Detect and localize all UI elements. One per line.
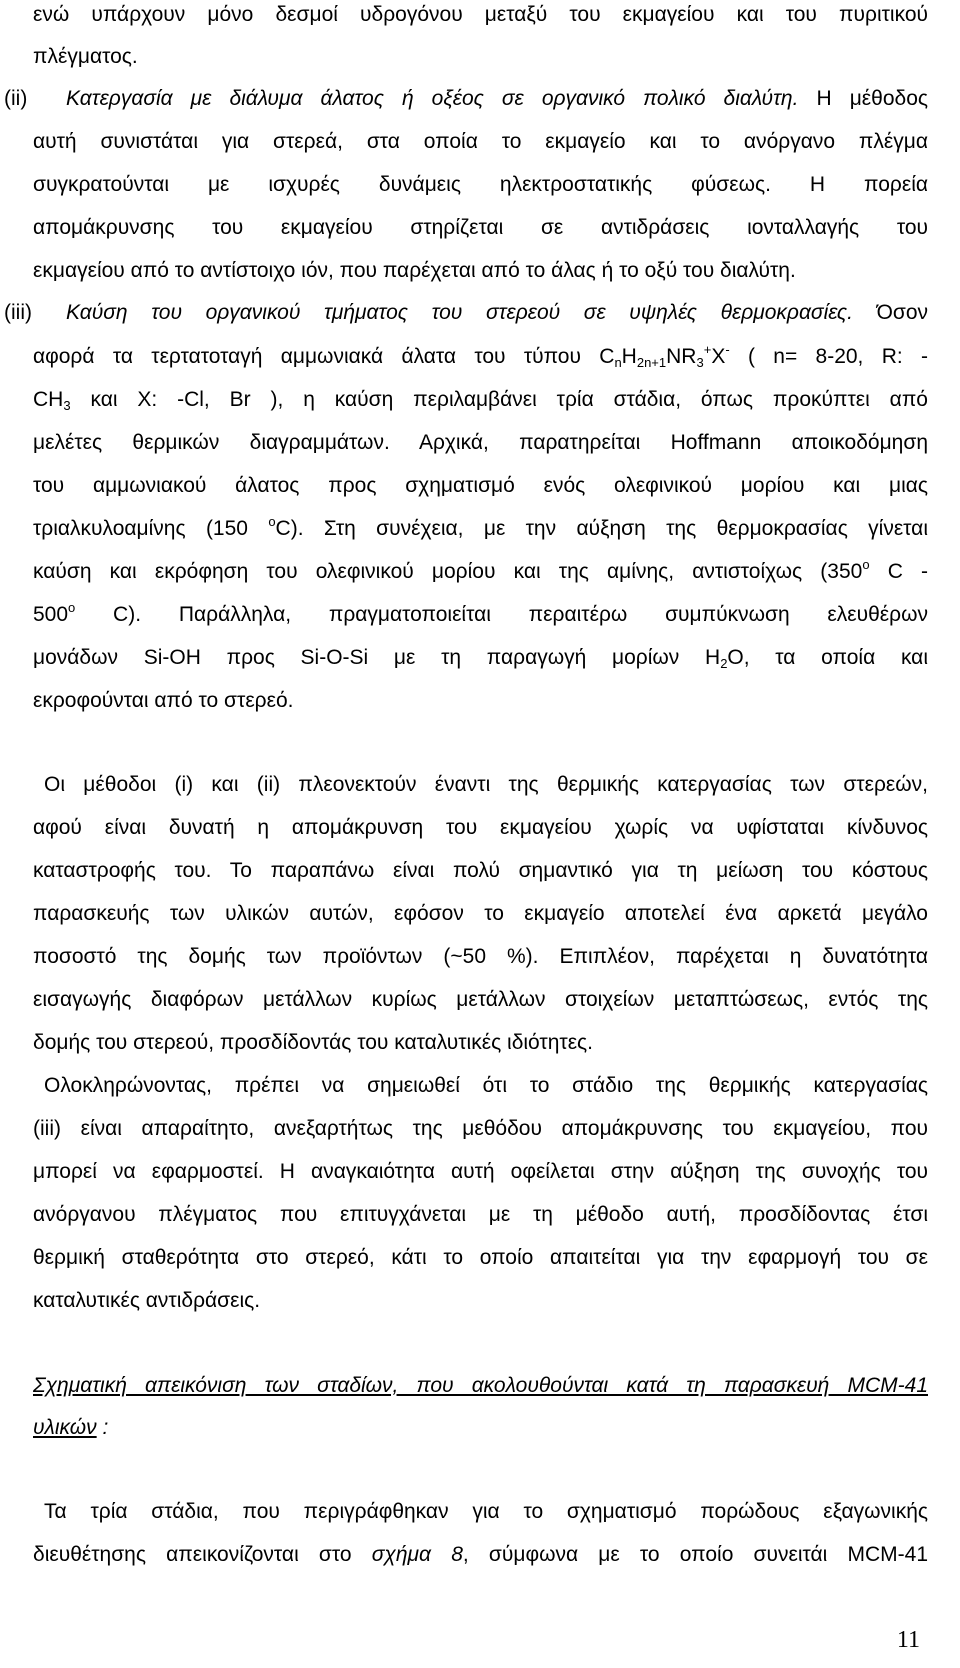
text-span: του αμμωνιακού άλατος προς σχηματισμό ενός ολεφινικού μορίου και μιας: [33, 474, 928, 497]
superscript: o: [68, 600, 76, 615]
text-span: αφορά τα τερτατοταγή αμμωνιακά άλατα του τύπου C: [33, 345, 615, 368]
text-line: [44, 1497, 928, 1527]
list-label: (iii): [4, 301, 32, 324]
text-span: καταστροφής του. Το παραπάνω είναι πολύ σημαντικό για τη μείωση του κόστους: [33, 859, 928, 882]
text-span: Τα τρία στάδια, που περιγράφθηκαν για το σχηματισμό πορώδους εξαγωνικής: [44, 1500, 928, 1523]
text-span: απομάκρυνσης του εκμαγείου στηρίζεται σε αντιδράσεις ιονταλλαγής του: [33, 216, 928, 239]
text-line: [33, 1540, 928, 1570]
text-line: [33, 813, 928, 843]
text-line: [33, 0, 928, 30]
text-line: [33, 686, 928, 716]
subscript: 3: [696, 355, 704, 370]
item-title: Καύση του οργανικού τμήματος του στερεού σε υψηλές θερμοκρασίες.: [66, 301, 853, 324]
text-line: [33, 170, 928, 200]
text-span: παρασκευής των υλικών αυτών, εφόσον το εκμαγείο αποτελεί ένα αρκετά μεγάλο: [33, 902, 928, 925]
text-line: [33, 643, 928, 673]
text-span: O, τα οποία και: [727, 646, 928, 669]
text-span: ποσοστό της δομής των προϊόντων (~50 %). Επιπλέον, παρέχεται η δυνατότητα: [33, 945, 928, 968]
text-line: [44, 770, 928, 800]
text-span: θερμική σταθερότητα στο στερεό, κάτι το οποίο απαιτείται για την εφαρμογή του σε: [33, 1246, 928, 1269]
text-span: καταλυτικές αντιδράσεις.: [33, 1289, 261, 1312]
text-line: [33, 127, 928, 157]
text-span: Η μέθοδος: [798, 87, 928, 110]
text-span: τριαλκυλοαμίνης (150: [33, 517, 269, 540]
superscript: o: [862, 557, 870, 572]
text-span: C -: [869, 560, 929, 583]
superscript: o: [268, 514, 276, 529]
text-span: υλικών: [33, 1416, 97, 1439]
text-line: [33, 1243, 928, 1273]
text-line-formula: [33, 342, 928, 372]
text-span: ενώ υπάρχουν μόνο δεσμοί υδρογόνου μεταξύ του εκμαγείου και του πυριτικού: [33, 3, 928, 26]
text-span: Οι μέθοδοι (i) και (ii) πλεονεκτούν έναντι της θερμικής κατεργασίας των στερεών,: [44, 773, 928, 796]
text-span: ανόργανου πλέγματος που επιτυγχάνεται με τη μέθοδο αυτή, προσδίδοντας έτσι: [33, 1203, 928, 1226]
list-label: (ii): [4, 87, 28, 110]
text-line: [33, 471, 928, 501]
text-span: C). Στη συνέχεια, με την αύξηση της θερμοκρασίας γίνεται: [275, 517, 928, 540]
text-line: [33, 514, 928, 544]
text-span: δομής του στερεού, προσδίδοντάς του καταλυτικές ιδιότητες.: [33, 1031, 594, 1054]
text-line: [66, 298, 928, 328]
text-line: [33, 899, 928, 929]
text-span: NR: [666, 345, 697, 368]
text-span: καύση και εκρόφηση του ολεφινικού μορίου και της αμίνης, αντιστοίχως (350: [33, 560, 863, 583]
text-line: [33, 856, 928, 886]
text-line: [33, 256, 928, 286]
text-line: [33, 557, 928, 587]
text-line: [33, 1200, 928, 1230]
subscript: 2: [720, 656, 728, 671]
text-line: [33, 942, 928, 972]
text-line: [33, 428, 928, 458]
text-span: και X: -Cl, Br ), η καύση περιλαμβάνει τρία στάδια, όπως προκύπτει από: [70, 388, 928, 411]
text-span: διευθέτησης απεικονίζονται στο: [33, 1543, 372, 1566]
figure-reference: σχήμα 8: [371, 1543, 463, 1566]
text-line: [33, 1028, 928, 1058]
subscript: 3: [63, 398, 71, 413]
text-line: [66, 84, 928, 114]
text-span: συγκρατούνται με ισχυρές δυνάμεις ηλεκτροστατικής φύσεως. Η πορεία: [33, 173, 928, 196]
text-span: C). Παράλληλα, πραγματοποιείται περαιτέρω συμπύκνωση ελευθέρων: [75, 603, 928, 626]
text-line: [44, 1071, 928, 1101]
text-span: X: [711, 345, 726, 368]
text-line: [33, 1114, 928, 1144]
list-item-ii: [0, 84, 928, 114]
text-span: μονάδων Si-OH προς Si-O-Si με τη παραγωγή μορίων H: [33, 646, 721, 669]
text-line: [33, 42, 928, 72]
subscript: n: [614, 355, 622, 370]
text-line: [33, 1157, 928, 1187]
text-span: πλέγματος.: [33, 45, 138, 68]
text-span: (iii) είναι απαραίτητο, ανεξαρτήτως της μεθόδου απομάκρυνσης του εκμαγείου, που: [33, 1117, 928, 1140]
text-span: αυτή συνιστάται για στερεά, στα οποία το εκμαγείο και το ανόργανο πλέγμα: [33, 130, 928, 153]
superscript: +: [703, 342, 712, 357]
item-title: Κατεργασία με διάλυμα άλατος ή οξέος σε οργανικό πολικό διαλύτη.: [66, 87, 799, 110]
list-item-iii: [0, 298, 928, 328]
text-span: , σύμφωνα με το οποίο συνειτάι MCM-41: [462, 1543, 929, 1566]
text-span: H: [621, 345, 637, 368]
superscript: -: [725, 342, 730, 357]
section-heading: [33, 1371, 928, 1401]
text-span: εκροφούνται από το στερεό.: [33, 689, 294, 712]
text-span: αφού είναι δυνατή η απομάκρυνση του εκμαγείου χωρίς να υφίσταται κίνδυνος: [33, 816, 928, 839]
text-span: Σχηματική απεικόνιση των σταδίων, που ακολουθούνται κατά τη παρασκευή MCM-41: [33, 1374, 928, 1397]
text-span: CH: [33, 388, 64, 411]
text-line: [33, 600, 928, 630]
text-line: [33, 985, 928, 1015]
text-span: Όσον: [852, 301, 928, 324]
text-span: ( n= 8-20, R: -: [729, 345, 928, 368]
text-line: [33, 213, 928, 243]
subscript: 2n+1: [636, 355, 667, 370]
text-span: μπορεί να εφαρμοστεί. Η αναγκαιότητα αυτή οφείλεται στην αύξηση της συνοχής του: [33, 1160, 928, 1183]
text-span: :: [96, 1416, 109, 1439]
text-span: 500: [33, 603, 69, 626]
page-number: 11: [896, 1627, 920, 1653]
text-span: Ολοκληρώνοντας, πρέπει να σημειωθεί ότι το στάδιο της θερμικής κατεργασίας: [44, 1074, 928, 1097]
text-span: εκμαγείου από το αντίστοιχο ιόν, που παρέχεται από το άλας ή το οξύ του διαλύτη.: [33, 259, 796, 282]
text-line: [33, 385, 928, 415]
text-span: εισαγωγής διαφόρων μετάλλων κυρίως μετάλλων στοιχείων μεταπτώσεως, εντός της: [33, 988, 928, 1011]
section-heading: [33, 1413, 928, 1443]
text-line: [33, 1286, 928, 1316]
text-span: μελέτες θερμικών διαγραμμάτων. Αρχικά, παρατηρείται Hoffmann αποικοδόμηση: [33, 431, 928, 454]
